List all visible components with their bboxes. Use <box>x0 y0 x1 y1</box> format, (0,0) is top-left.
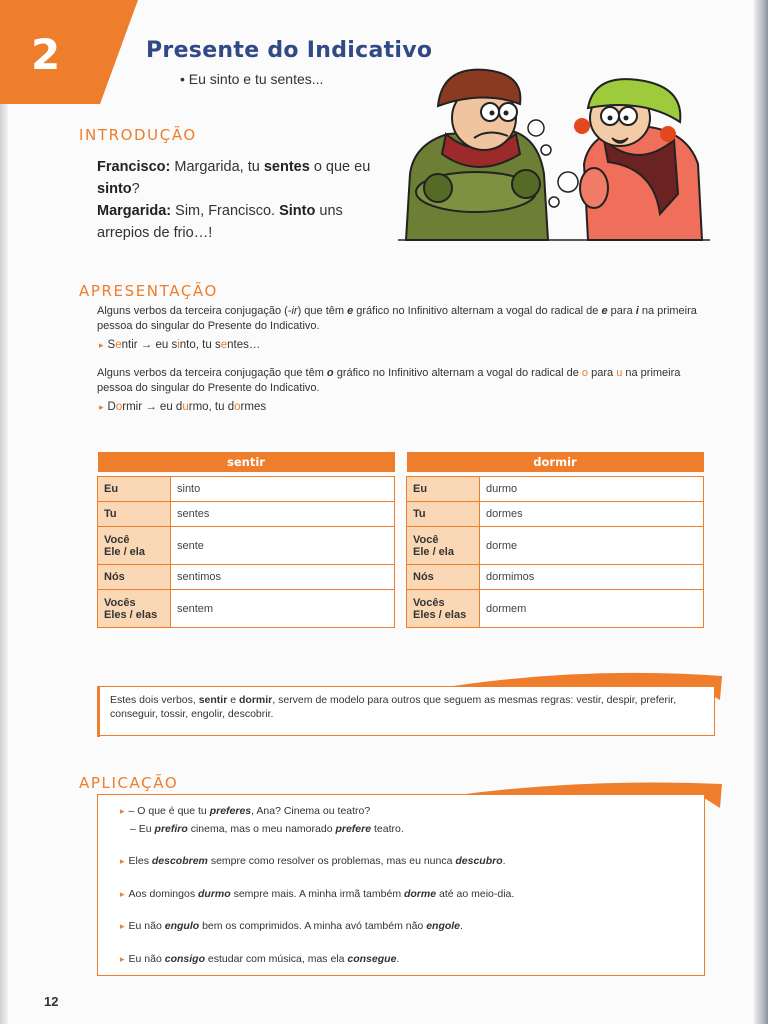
page-subtitle: • Eu sinto e tu sentes... <box>180 71 324 87</box>
bullet-arrow-icon: ▸ <box>120 856 125 866</box>
verb-form-cell: sente <box>171 527 395 565</box>
rule-paragraph-o-u: Alguns verbos da terceira conjugação que têm o gráfico no Infinitivo alternam a vogal do radical de o para u na primeira pessoa do singular do Presente do Indicativo. <box>97 367 681 394</box>
exercise-item: ▸ Eu não consigo estudar com música, mas ela consegue. <box>120 953 400 965</box>
section-heading-apresentacao: APRESENTAÇÃO <box>79 282 218 300</box>
verb-form-cell: dormes <box>480 502 704 527</box>
bullet-arrow-icon: ▸ <box>120 806 125 816</box>
example-sentir: ▸ Sentir → eu sinto, tu sentes… <box>99 339 261 351</box>
pronoun-cell: Nós <box>98 565 171 590</box>
table-row <box>407 590 704 628</box>
table-row <box>98 590 395 628</box>
section-heading-introducao: INTRODUÇÃO <box>79 126 197 144</box>
table-row <box>407 502 704 527</box>
bullet-arrow-icon: ▸ <box>120 889 125 899</box>
table-row <box>98 527 395 565</box>
pronoun-cell: Vocês Eles / elas <box>98 590 171 628</box>
table-header-verb: sentir <box>98 452 395 472</box>
note-box: Estes dois verbos, sentir e dormir, servem de modelo para outros que seguem as mesmas regras: vestir, despir, preferir, conseguir, tossir, engolir, descobrir. <box>97 686 715 736</box>
exercise-item: ▸ Aos domingos durmo sempre mais. A minha irmã também dorme até ao meio-dia. <box>120 888 515 900</box>
exercise-box <box>97 794 705 976</box>
page-edge-left <box>0 0 8 1024</box>
pronoun-cell: Tu <box>98 502 171 527</box>
table-row <box>98 502 395 527</box>
verb-form-cell: sinto <box>171 477 395 502</box>
example-dormir: ▸ Dormir → eu durmo, tu dormes <box>99 401 267 413</box>
exercise-item: ▸ – O que é que tu preferes, Ana? Cinema ou teatro? <box>120 805 371 817</box>
page-title: Presente do Indicativo <box>146 38 433 63</box>
rule-paragraph-e-i: Alguns verbos da terceira conjugação (-ir) que têm e gráfico no Infinitivo alternam a vogal do radical de e para i na primeira pessoa do singular do Presente do Indicativo. <box>97 305 697 332</box>
table-row <box>98 565 395 590</box>
conjugation-table-sentir <box>97 452 395 628</box>
conjugation-table-dormir <box>406 452 704 628</box>
verb-form-cell: dorme <box>480 527 704 565</box>
bullet-arrow-icon: ▸ <box>120 921 125 931</box>
intro-dialog <box>97 156 397 244</box>
table-row <box>407 527 704 565</box>
pronoun-cell: Você Ele / ela <box>407 527 480 565</box>
exercise-item: ▸ Eu não engulo bem os comprimidos. A minha avó também não engole. <box>120 920 463 932</box>
table-row <box>407 477 704 502</box>
exercise-item: ▸ Eles descobrem sempre como resolver os problemas, mas eu nunca descubro. <box>120 855 506 867</box>
chapter-badge <box>0 0 140 104</box>
table-row <box>407 565 704 590</box>
chapter-number: 2 <box>31 30 61 79</box>
breath-puff <box>528 120 544 136</box>
man-glove <box>424 174 452 202</box>
dialog-line-margarida: Margarida: Sim, Francisco. Sinto uns arrepios de frio…! <box>97 203 343 241</box>
pronoun-cell: Tu <box>407 502 480 527</box>
bullet-arrow-icon: ▸ <box>120 954 125 964</box>
cartoon-illustration <box>398 64 710 248</box>
page-edge-right <box>754 0 768 1024</box>
exercise-item: – Eu prefiro cinema, mas o meu namorado prefere teatro. <box>130 823 404 835</box>
pronoun-cell: Você Ele / ela <box>98 527 171 565</box>
pronoun-cell: Nós <box>407 565 480 590</box>
page-number: 12 <box>44 994 59 1009</box>
table-header-verb: dormir <box>407 452 704 472</box>
verb-form-cell: durmo <box>480 477 704 502</box>
bullet-arrow-icon: ▸ <box>99 340 104 350</box>
pronoun-cell: Eu <box>98 477 171 502</box>
section-heading-aplicacao: APLICAÇÃO <box>79 774 179 792</box>
verb-form-cell: sentes <box>171 502 395 527</box>
pronoun-cell: Vocês Eles / elas <box>407 590 480 628</box>
verb-form-cell: dormem <box>480 590 704 628</box>
bullet-arrow-icon: ▸ <box>99 402 104 412</box>
table-row <box>98 477 395 502</box>
pronoun-cell: Eu <box>407 477 480 502</box>
verb-form-cell: dormimos <box>480 565 704 590</box>
dialog-line-francisco: Francisco: Margarida, tu sentes o que eu sinto? <box>97 159 371 197</box>
verb-form-cell: sentimos <box>171 565 395 590</box>
verb-form-cell: sentem <box>171 590 395 628</box>
